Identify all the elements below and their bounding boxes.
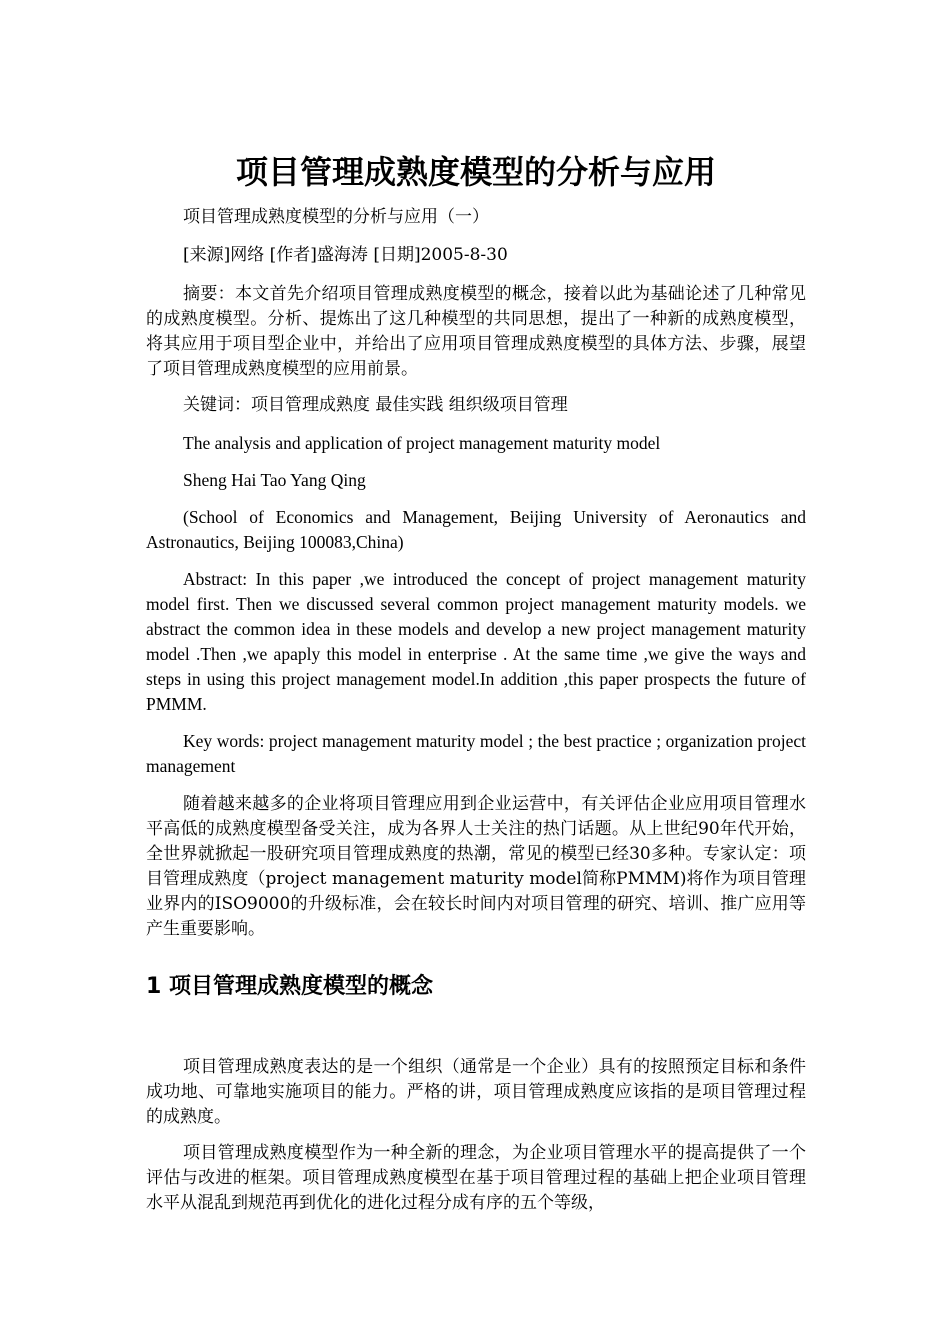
section-1-paragraph-2: 项目管理成熟度模型作为一种全新的理念，为企业项目管理水平的提高提供了一个评估与改进的框架。项目管理成熟度模型在基于项目管理过程的基础上把企业项目管理水平从混乱到规范再到优化的进化过程分成有序的五个等级， xyxy=(146,1143,806,1213)
abstract-english: Abstract: In this paper ,we introduced the concept of project management maturity model first. Then we discussed several common project management maturity models. we abstract the common idea in these models and develop a new project management maturity model .Then ,we apaply this model in enterprise . At the same time ,we give the ways and steps in using this project management model.In addition ,this paper prospects the future of PMMM. xyxy=(146,569,806,714)
section-1-heading: 1 项目管理成熟度模型的概念 xyxy=(146,974,433,999)
section-1-paragraph-1: 项目管理成熟度表达的是一个组织（通常是一个企业）具有的按照预定目标和条件成功地、可靠地实施项目的能力。严格的讲，项目管理成熟度应该指的是项目管理过程的成熟度。 xyxy=(146,1057,806,1127)
authors-english: Sheng Hai Tao Yang Qing xyxy=(183,470,366,490)
intro-paragraph: 随着越来越多的企业将项目管理应用到企业运营中，有关评估企业应用项目管理水平高低的成熟度模型备受关注，成为各界人士关注的热门话题。从上世纪90年代开始，全世界就掀起一股研究项目管理成熟度的热潮，常见的模型已经30多种。专家认定：项目管理成熟度（project management maturity model简称PMMM)将作为项目管理业界内的ISO9000的升级标准，会在较长时间内对项目管理的研究、培训、推广应用等产生重要影响。 xyxy=(146,794,806,939)
abstract-chinese: 摘要：本文首先介绍项目管理成熟度模型的概念，接着以此为基础论述了几种常见的成熟度模型。分析、提炼出了这几种模型的共同思想，提出了一种新的成熟度模型，将其应用于项目型企业中，并给出了应用项目管理成熟度模型的具体方法、步骤，展望了项目管理成熟度模型的应用前景。 xyxy=(146,284,806,379)
document-meta-line: [来源]网络 [作者]盛海涛 [日期]2005-8-30 xyxy=(183,245,508,265)
document-title: 项目管理成熟度模型的分析与应用 xyxy=(235,153,716,191)
keywords-chinese: 关键词：项目管理成熟度 最佳实践 组织级项目管理 xyxy=(183,395,568,415)
affiliation-english: (School of Economics and Management, Beijing University of Aeronautics and Astronautics, Beijing 100083,China) xyxy=(146,507,806,552)
title-english: The analysis and application of project management maturity model xyxy=(183,433,661,453)
keywords-english: Key words: project management maturity model ; the best practice ; organization project management xyxy=(146,731,806,776)
document-subtitle: 项目管理成熟度模型的分析与应用（一） xyxy=(183,207,489,227)
